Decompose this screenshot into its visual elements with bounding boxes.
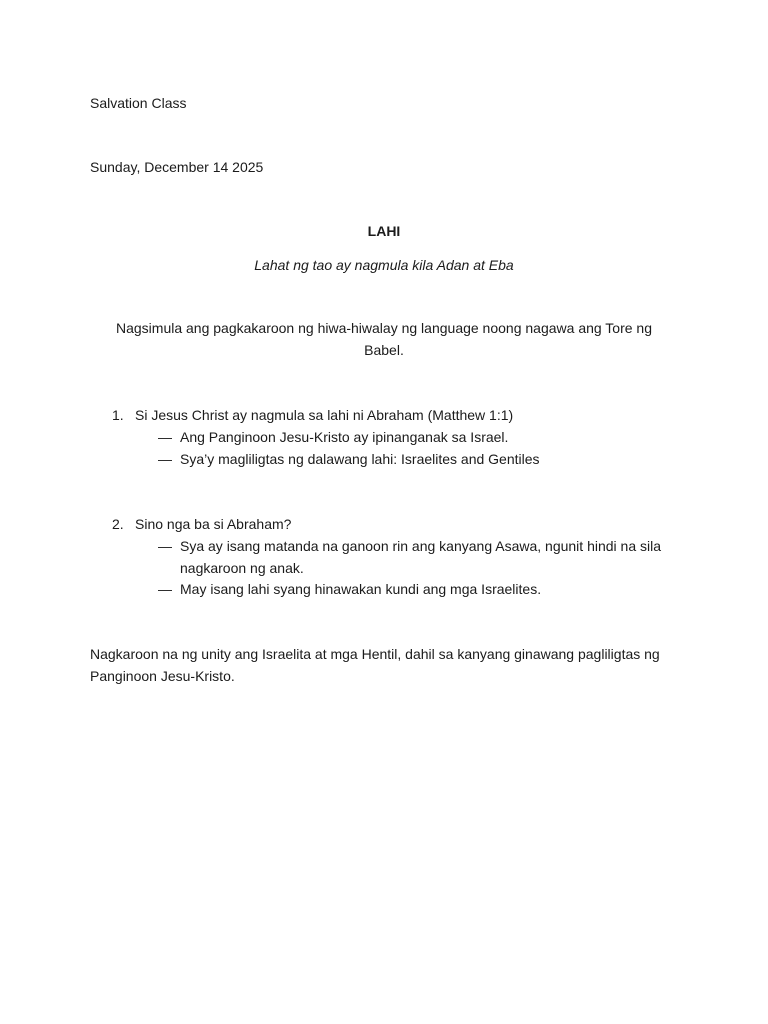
conclusion-paragraph: Nagkaroon na ng unity ang Israelita at mga Hentil, dahil sa kanyang ginawang pagliligtas ng Panginoon Jesu-Kristo.	[90, 646, 660, 684]
sub-bullet-text: Sya’y magliligtas ng dalawang lahi: Israelites and Gentiles	[180, 451, 540, 467]
dash-bullet-icon: —	[158, 429, 172, 445]
sub-bullet-text: May isang lahi syang hinawakan kundi ang mga Israelites.	[180, 581, 542, 597]
intro-paragraph: Nagsimula ang pagkakaroon ng hiwa-hiwalay ng language noong nagawa ang Tore ng Babel.	[115, 320, 653, 358]
list-item-number: 1.	[112, 407, 124, 423]
document-subtitle: Lahat ng tao ay nagmula kila Adan at Eba	[254, 257, 514, 273]
document-date: Sunday, December 14 2025	[90, 159, 264, 175]
list-item-text: Sino nga ba si Abraham?	[135, 516, 292, 532]
dash-bullet-icon: —	[158, 451, 172, 467]
dash-bullet-icon: —	[158, 581, 172, 597]
document-title: LAHI	[367, 223, 401, 239]
list-item-text: Si Jesus Christ ay nagmula sa lahi ni Abraham (Matthew 1:1)	[135, 407, 514, 423]
class-title: Salvation Class	[90, 95, 187, 111]
list-item-number: 2.	[112, 516, 124, 532]
sub-bullet-text: Sya ay isang matanda na ganoon rin ang kanyang Asawa, ngunit hindi na sila nagkaroon ng anak.	[180, 538, 662, 576]
dash-bullet-icon: —	[158, 538, 172, 554]
sub-bullet-text: Ang Panginoon Jesu-Kristo ay ipinanganak sa Israel.	[180, 429, 509, 445]
